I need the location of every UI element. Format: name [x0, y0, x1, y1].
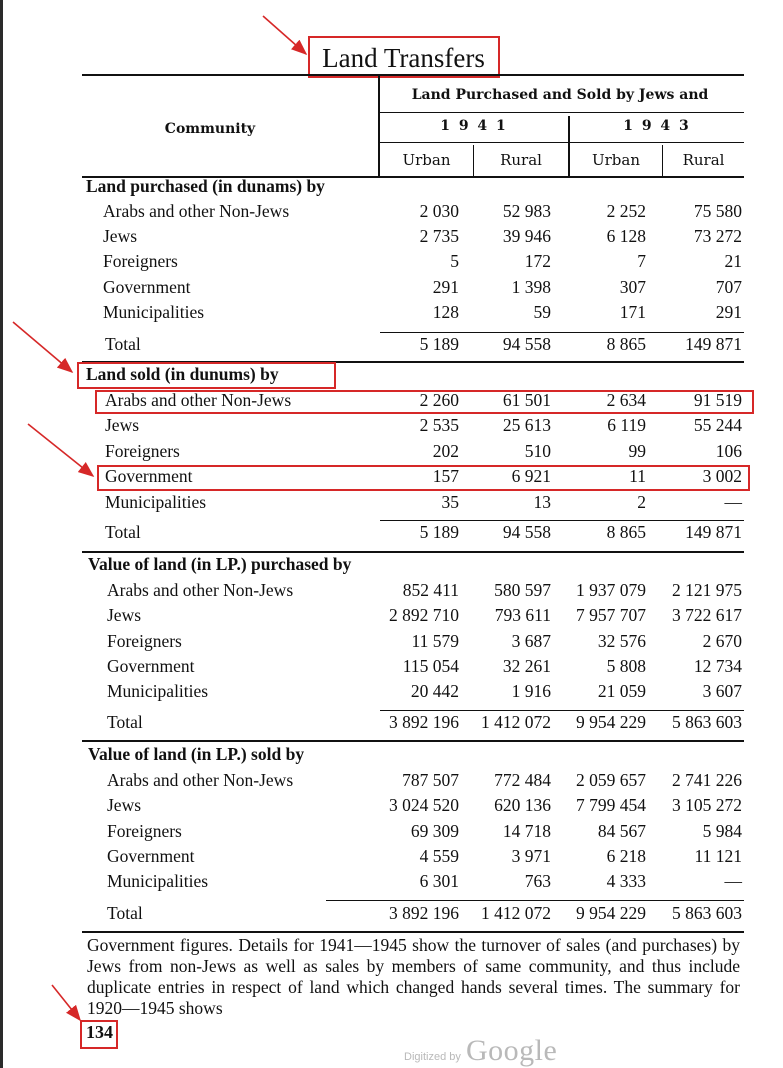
cell-1943-urban: 2	[637, 492, 646, 512]
cell-1943-urban: 2 059 657	[576, 770, 646, 790]
row-label: Jews	[107, 795, 142, 815]
row-label: Foreigners	[107, 821, 182, 841]
row-label: Total	[107, 712, 143, 732]
section-heading	[0, 744, 783, 769]
row-label: Municipalities	[107, 871, 209, 891]
cell-1941-rural: 1 412 072	[481, 712, 551, 732]
table-row	[0, 846, 783, 871]
cell-1943-rural: 707	[715, 277, 742, 297]
total-row	[0, 903, 783, 928]
total-row	[0, 712, 783, 737]
cell-1943-urban: 9 954 229	[576, 903, 646, 923]
cell-1943-urban: 7	[637, 251, 646, 271]
section-heading-label: Value of land (in LP.) sold by	[88, 744, 305, 764]
table-row	[0, 871, 783, 896]
cell-1941-rural: 510	[524, 441, 551, 461]
government-sold-highlight-box	[97, 465, 750, 491]
cell-1943-rural: 2 670	[702, 631, 742, 651]
cell-1943-rural: 2 741 226	[672, 770, 742, 790]
cell-1943-urban: 8 865	[606, 334, 646, 354]
cell-1943-urban: 21 059	[597, 681, 646, 701]
cell-1943-rural: 3 105 272	[672, 795, 742, 815]
cell-1941-urban: 2 260	[419, 390, 459, 410]
cell-1941-rural: 61 501	[502, 390, 551, 410]
cell-1943-urban: 99	[628, 441, 646, 461]
cell-1943-rural: 5 863 603	[672, 712, 742, 732]
row-label: Foreigners	[103, 251, 178, 271]
cell-1943-urban: 5 808	[606, 656, 646, 676]
cell-1941-rural: 1 398	[511, 277, 551, 297]
cell-1941-rural: 3 687	[511, 631, 551, 651]
cell-1943-rural: 12 734	[693, 656, 742, 676]
total-row	[0, 334, 783, 359]
row-label: Foreigners	[105, 441, 180, 461]
cell-1943-urban: 1 937 079	[576, 580, 646, 600]
cell-1941-rural: 6 921	[511, 466, 551, 486]
cell-1941-rural: 25 613	[502, 415, 551, 435]
cell-1941-rural: 94 558	[502, 334, 551, 354]
page-number: 134	[86, 1022, 113, 1042]
header-urban-1941: Urban	[402, 151, 451, 169]
section-heading-label: Land sold (in dunums) by	[86, 364, 279, 384]
cell-1943-urban: 2 634	[606, 390, 646, 410]
row-label: Jews	[103, 226, 138, 246]
cell-1941-rural: 772 484	[494, 770, 551, 790]
group-rule	[379, 112, 744, 113]
cell-1941-rural: 13	[533, 492, 551, 512]
header-urban-1943: Urban	[591, 151, 641, 169]
cell-1941-urban: 202	[432, 441, 459, 461]
header-rural-1941: Rural	[500, 151, 542, 169]
header-year-1941: 1 9 4 1	[440, 118, 508, 134]
cell-1941-rural: 14 718	[502, 821, 551, 841]
table-top-rule	[82, 74, 744, 76]
cell-1943-rural: 11 121	[694, 846, 742, 866]
cell-1941-urban: 3 892 196	[389, 903, 459, 923]
cell-1943-rural: 291	[715, 302, 742, 322]
header-community: Community	[164, 121, 256, 137]
cell-1941-urban: 69 309	[410, 821, 459, 841]
cell-1943-urban: 8 865	[606, 522, 646, 542]
cell-1943-rural: 2 121 975	[672, 580, 742, 600]
cell-1943-rural: 3 607	[702, 681, 742, 701]
row-label: Government	[107, 846, 195, 866]
cell-1941-rural: 580 597	[494, 580, 551, 600]
cell-1941-urban: 787 507	[402, 770, 459, 790]
table-row	[0, 226, 783, 251]
cell-1943-urban: 6 218	[606, 846, 646, 866]
cell-1941-urban: 3 024 520	[389, 795, 459, 815]
cell-1941-urban: 35	[441, 492, 459, 512]
table-row	[0, 681, 783, 706]
cell-1943-urban: 6 128	[606, 226, 646, 246]
cell-1943-rural: —	[724, 492, 742, 512]
row-label: Arabs and other Non-Jews	[107, 770, 294, 790]
row-label: Arabs and other Non-Jews	[103, 201, 290, 221]
row-label: Total	[105, 334, 141, 354]
table-bottom-rule	[82, 931, 744, 933]
table-row	[0, 821, 783, 846]
cell-1941-rural: 1 916	[511, 681, 551, 701]
row-label: Municipalities	[105, 492, 207, 512]
total-rule	[380, 520, 744, 521]
cell-1941-urban: 291	[432, 277, 459, 297]
cell-1941-urban: 115 054	[402, 656, 459, 676]
cell-1943-urban: 2 252	[606, 201, 646, 221]
cell-1943-urban: 6 119	[607, 415, 646, 435]
section-rule	[82, 740, 744, 742]
cell-1943-rural: 73 272	[693, 226, 742, 246]
cell-1941-urban: 128	[432, 302, 459, 322]
table-row	[0, 631, 783, 656]
cell-1941-urban: 5	[450, 251, 459, 271]
row-label: Jews	[105, 415, 140, 435]
land-sold-highlight-box	[77, 362, 336, 389]
cell-1941-urban: 2 535	[419, 415, 459, 435]
cell-1943-rural: 3 002	[702, 466, 742, 486]
header-year-1943: 1 9 4 3	[623, 118, 691, 134]
cell-1943-urban: 4 333	[606, 871, 646, 891]
title-highlight-box	[308, 36, 500, 78]
total-row	[0, 522, 783, 547]
table-row	[0, 795, 783, 820]
row-label: Foreigners	[107, 631, 182, 651]
cell-1941-rural: 59	[533, 302, 551, 322]
cell-1943-rural: 149 871	[685, 334, 742, 354]
cell-1943-urban: 7 957 707	[576, 605, 646, 625]
arabs-sold-highlight-box	[95, 390, 754, 414]
cell-1943-rural: 21	[724, 251, 742, 271]
cell-1941-rural: 94 558	[502, 522, 551, 542]
cell-1943-rural: 75 580	[693, 201, 742, 221]
page-title: Land Transfers	[322, 43, 485, 73]
table-row	[0, 656, 783, 681]
cell-1941-rural: 52 983	[502, 201, 551, 221]
cell-1943-urban: 307	[619, 277, 646, 297]
section-heading-label: Value of land (in LP.) purchased by	[88, 554, 352, 574]
cell-1941-rural: 3 971	[511, 846, 551, 866]
cell-1943-rural: 106	[715, 441, 742, 461]
digitized-watermark	[404, 1034, 557, 1068]
cell-1941-urban: 4 559	[419, 846, 459, 866]
cell-1943-rural: 5 984	[702, 821, 742, 841]
cell-1941-rural: 172	[524, 251, 551, 271]
table-row	[0, 580, 783, 605]
section-rule	[82, 551, 744, 553]
year-rule	[379, 142, 744, 143]
cell-1941-urban: 2 735	[419, 226, 459, 246]
watermark-prefix: Digitized by	[404, 1051, 461, 1063]
section-heading	[0, 176, 783, 201]
section-heading-label: Land purchased (in dunams) by	[86, 176, 325, 196]
google-logo: Google	[465, 1034, 558, 1067]
row-label: Total	[107, 903, 143, 923]
cell-1941-urban: 2 030	[419, 201, 459, 221]
row-label: Total	[105, 522, 141, 542]
row-label: Municipalities	[107, 681, 209, 701]
total-rule	[380, 332, 744, 333]
cell-1943-rural: 149 871	[685, 522, 742, 542]
cell-1941-urban: 11 579	[411, 631, 459, 651]
table-row	[0, 605, 783, 630]
cell-1943-urban: 9 954 229	[576, 712, 646, 732]
cell-1941-rural: 39 946	[502, 226, 551, 246]
table-row	[0, 441, 783, 466]
cell-1943-rural: 3 722 617	[672, 605, 742, 625]
cell-1943-urban: 11	[629, 466, 646, 486]
table-row	[0, 277, 783, 302]
table-row	[0, 302, 783, 327]
cell-1943-rural: 55 244	[693, 415, 742, 435]
cell-1941-rural: 763	[524, 871, 551, 891]
cell-1943-urban: 84 567	[597, 821, 646, 841]
cell-1941-rural: 620 136	[494, 795, 551, 815]
row-label: Jews	[107, 605, 142, 625]
cell-1943-rural: 5 863 603	[672, 903, 742, 923]
cell-1943-rural: —	[724, 871, 742, 891]
page-number-highlight-box	[80, 1020, 118, 1049]
section-heading	[0, 554, 783, 579]
table-row	[0, 492, 783, 517]
cell-1941-urban: 3 892 196	[389, 712, 459, 732]
cell-1941-urban: 6 301	[419, 871, 459, 891]
arrow-to-page-number	[52, 985, 80, 1020]
row-label: Arabs and other Non-Jews	[107, 580, 294, 600]
header-rural-1943: Rural	[682, 151, 725, 169]
table-row	[0, 770, 783, 795]
cell-1943-urban: 7 799 454	[576, 795, 646, 815]
cell-1941-urban: 2 892 710	[389, 605, 459, 625]
table-row	[0, 415, 783, 440]
cell-1943-urban: 171	[619, 302, 646, 322]
cell-1941-rural: 32 261	[502, 656, 551, 676]
header-group-label: Land Purchased and Sold by Jews and	[411, 87, 709, 103]
cell-1943-urban: 32 576	[597, 631, 646, 651]
row-label: Government	[107, 656, 195, 676]
footnote-paragraph: Government figures. Details for 1941—1945 show the turnover of sales (and purchases) by Jews from non-Jews as well as sales by members of same community, and thus include duplicate entries in respect of land which changed hands several times. The summary for 1920—1945 shows	[87, 935, 740, 1018]
row-label: Arabs and other Non-Jews	[105, 390, 292, 410]
cell-1941-urban: 5 189	[419, 334, 459, 354]
cell-1943-rural: 91 519	[693, 390, 742, 410]
row-label: Municipalities	[103, 302, 205, 322]
cell-1941-rural: 793 611	[494, 605, 551, 625]
row-label: Government	[105, 466, 193, 486]
cell-1941-urban: 852 411	[402, 580, 459, 600]
table-row	[0, 201, 783, 226]
total-rule	[380, 710, 744, 711]
table-row	[0, 251, 783, 276]
cell-1941-urban: 157	[432, 466, 459, 486]
total-rule	[326, 900, 744, 901]
cell-1941-rural: 1 412 072	[481, 903, 551, 923]
row-label: Government	[103, 277, 191, 297]
cell-1941-urban: 5 189	[419, 522, 459, 542]
cell-1941-urban: 20 442	[410, 681, 459, 701]
arrow-to-title	[263, 16, 306, 54]
